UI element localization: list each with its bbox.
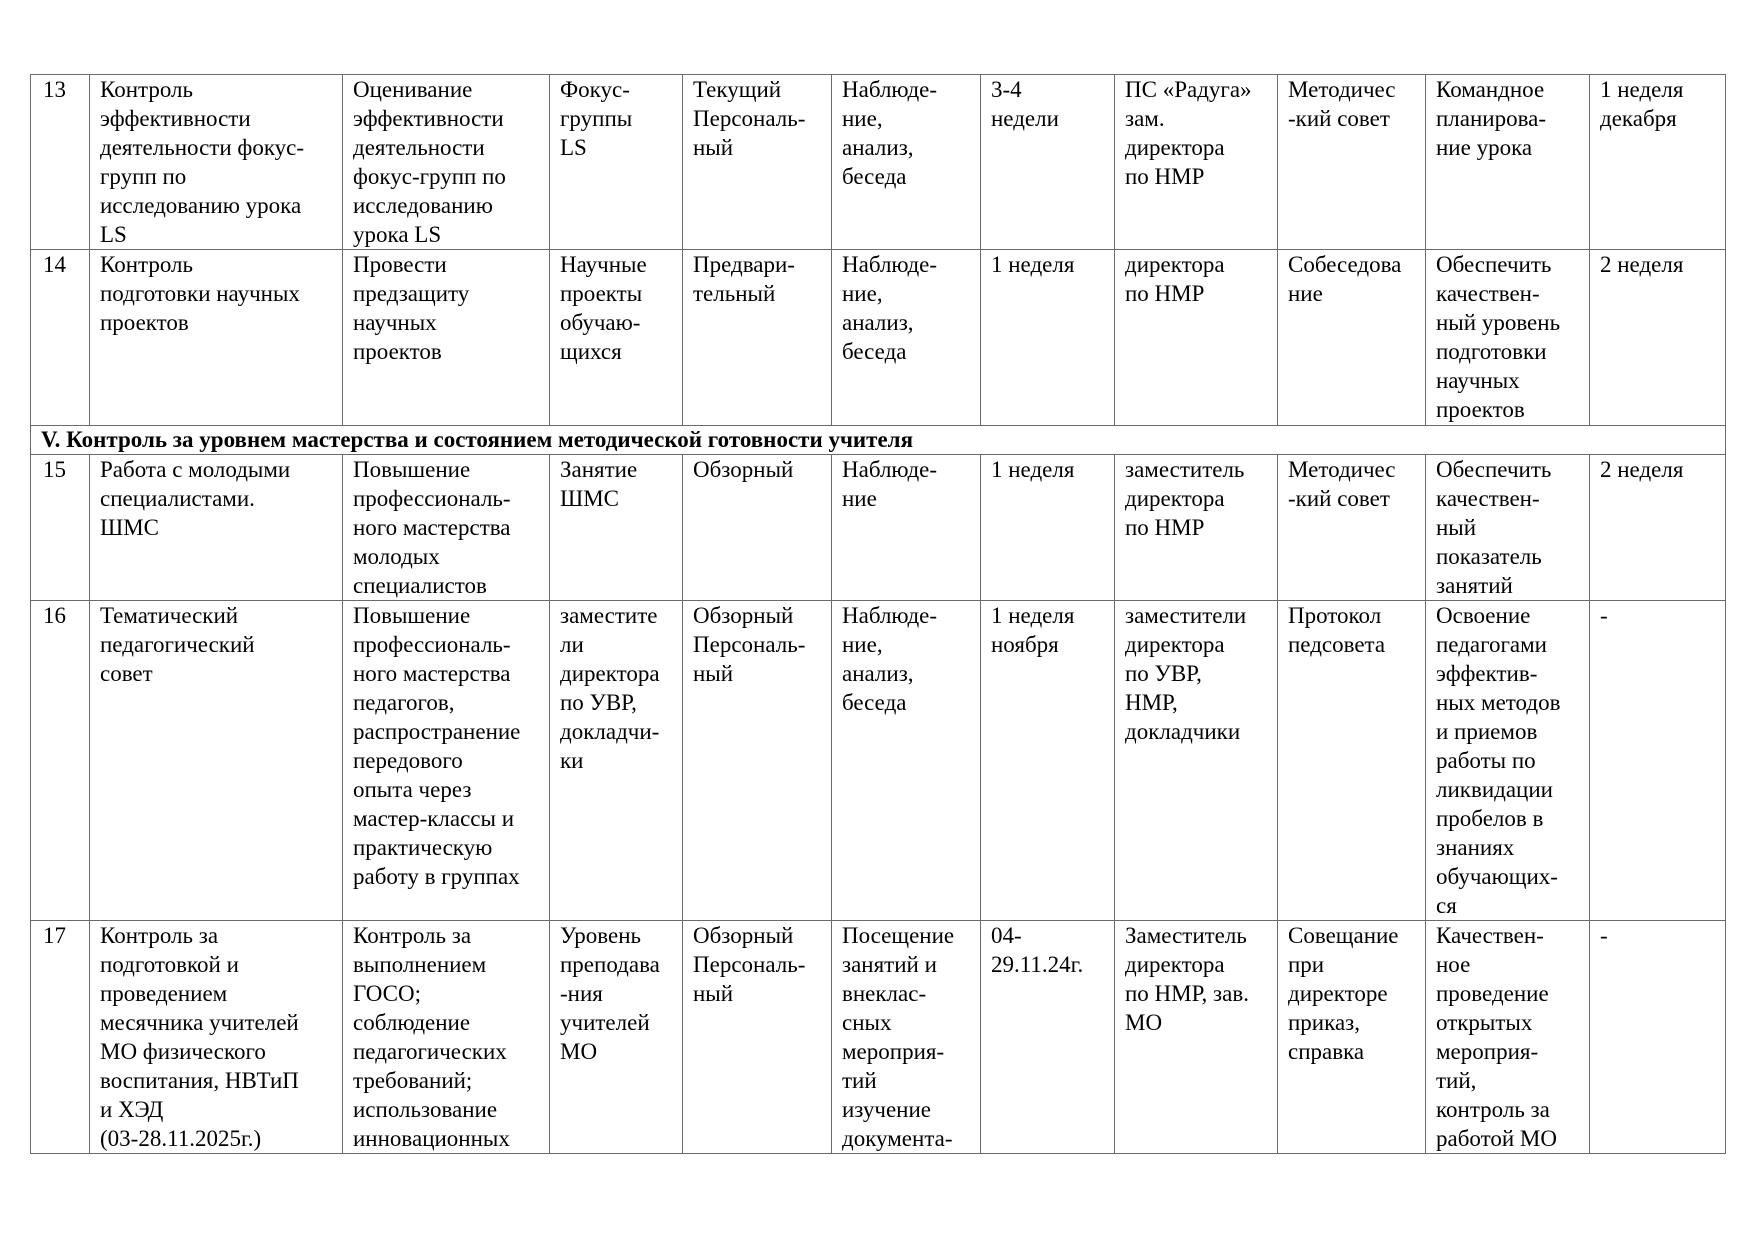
row-number: 14 <box>31 250 90 426</box>
table-row <box>31 601 1726 921</box>
review-place-cell: Методичес -кий совет <box>1278 455 1426 601</box>
table-row <box>31 921 1726 1154</box>
responsible-cell: Заместитель директора по НМР, зав. МО <box>1115 921 1278 1154</box>
section-title: V. Контроль за уровнем мастерства и состоянием методической готовности учителя <box>31 426 1726 455</box>
row-number: 15 <box>31 455 90 601</box>
control-subject-cell: Контроль эффективности деятельности фокус- групп по исследованию урока LS <box>90 75 343 250</box>
management-decision-cell: Командное планирова- ние урока <box>1426 75 1590 250</box>
section-row <box>31 426 1726 455</box>
control-goal-cell: Повышение профессиональ- ного мастерства педагогов, распространение передового опыта через мастер-классы и практическую работу в группах <box>343 601 550 921</box>
control-goal-cell: Оценивание эффективности деятельности фокус-групп по исследованию урока LS <box>343 75 550 250</box>
control-type-cell: Предвари- тельный <box>683 250 832 426</box>
management-decision-cell: Обеспечить качествен- ный уровень подготовки научных проектов <box>1426 250 1590 426</box>
responsible-cell: заместитель директора по НМР <box>1115 455 1278 601</box>
row-number: 17 <box>31 921 90 1154</box>
control-object-cell: Уровень преподава -ния учителей МО <box>550 921 683 1154</box>
document-page <box>30 74 1725 1154</box>
control-object-cell: Фокус- группы LS <box>550 75 683 250</box>
table-row <box>31 455 1726 601</box>
control-type-cell: Обзорный <box>683 455 832 601</box>
control-object-cell: заместите ли директора по УВР, докладчи- ки <box>550 601 683 921</box>
control-goal-cell: Повышение профессиональ- ного мастерства молодых специалистов <box>343 455 550 601</box>
control-type-cell: Обзорный Персональ- ный <box>683 921 832 1154</box>
timing-cell: 1 неделя <box>981 250 1115 426</box>
deadline-cell: 2 неделя <box>1590 250 1726 426</box>
responsible-cell: заместители директора по УВР, НМР, докладчики <box>1115 601 1278 921</box>
review-place-cell: Протокол педсовета <box>1278 601 1426 921</box>
row-number: 13 <box>31 75 90 250</box>
review-place-cell: Методичес -кий совет <box>1278 75 1426 250</box>
control-subject-cell: Работа с молодыми специалистами. ШМС <box>90 455 343 601</box>
deadline-cell: - <box>1590 601 1726 921</box>
control-type-cell: Обзорный Персональ- ный <box>683 601 832 921</box>
management-decision-cell: Обеспечить качествен- ный показатель занятий <box>1426 455 1590 601</box>
timing-cell: 1 неделя <box>981 455 1115 601</box>
deadline-cell: 2 неделя <box>1590 455 1726 601</box>
control-method-cell: Наблюде- ние <box>832 455 981 601</box>
control-subject-cell: Тематический педагогический совет <box>90 601 343 921</box>
responsible-cell: ПС «Радуга» зам. директора по НМР <box>1115 75 1278 250</box>
timing-cell: 04- 29.11.24г. <box>981 921 1115 1154</box>
control-subject-cell: Контроль за подготовкой и проведением месячника учителей МО физического воспитания, НВТиП и ХЭД (03-28.11.2025г.) <box>90 921 343 1154</box>
control-type-cell: Текущий Персональ- ный <box>683 75 832 250</box>
deadline-cell: - <box>1590 921 1726 1154</box>
control-plan-table <box>30 74 1726 1154</box>
control-method-cell: Наблюде- ние, анализ, беседа <box>832 601 981 921</box>
control-goal-cell: Провести предзащиту научных проектов <box>343 250 550 426</box>
table-row <box>31 250 1726 426</box>
timing-cell: 3-4 недели <box>981 75 1115 250</box>
management-decision-cell: Качествен- ное проведение открытых мероприя- тий, контроль за работой МО <box>1426 921 1590 1154</box>
control-subject-cell: Контроль подготовки научных проектов <box>90 250 343 426</box>
control-goal-cell: Контроль за выполнением ГОСО; соблюдение педагогических требований; использование инновационных <box>343 921 550 1154</box>
timing-cell: 1 неделя ноября <box>981 601 1115 921</box>
control-method-cell: Наблюде- ние, анализ, беседа <box>832 250 981 426</box>
table-row <box>31 75 1726 250</box>
control-method-cell: Наблюде- ние, анализ, беседа <box>832 75 981 250</box>
control-method-cell: Посещение занятий и внеклас- сных мероприя- тий изучение документа- <box>832 921 981 1154</box>
review-place-cell: Собеседова ние <box>1278 250 1426 426</box>
responsible-cell: директора по НМР <box>1115 250 1278 426</box>
row-number: 16 <box>31 601 90 921</box>
control-object-cell: Занятие ШМС <box>550 455 683 601</box>
management-decision-cell: Освоение педагогами эффектив- ных методов и приемов работы по ликвидации пробелов в знаниях обучающих- ся <box>1426 601 1590 921</box>
review-place-cell: Совещание при директоре приказ, справка <box>1278 921 1426 1154</box>
deadline-cell: 1 неделя декабря <box>1590 75 1726 250</box>
control-object-cell: Научные проекты обучаю- щихся <box>550 250 683 426</box>
